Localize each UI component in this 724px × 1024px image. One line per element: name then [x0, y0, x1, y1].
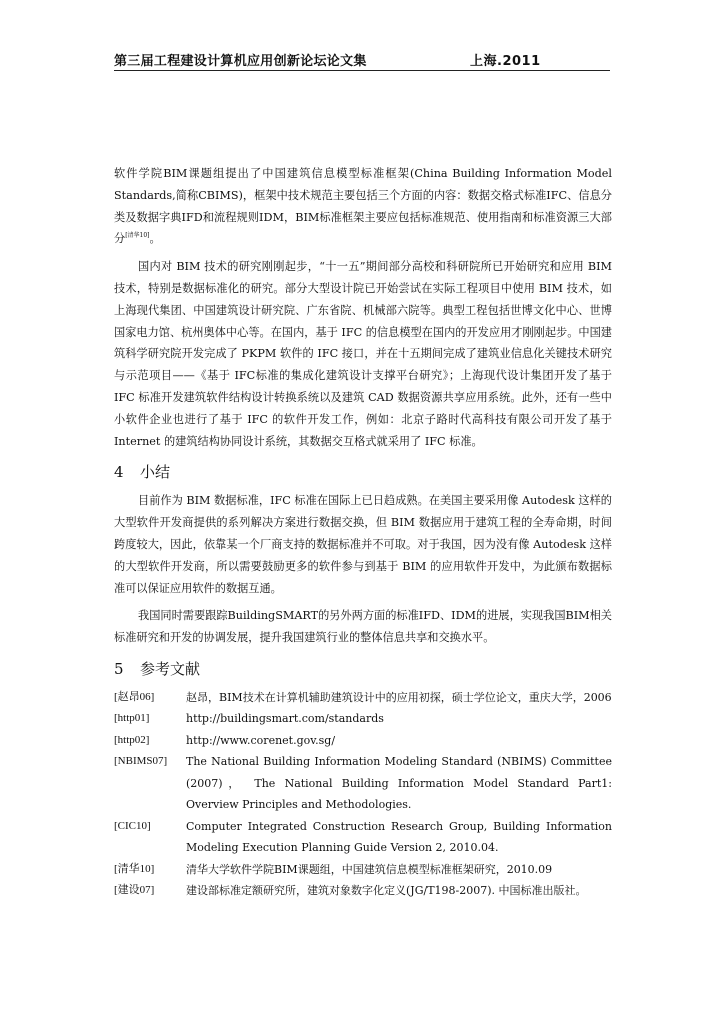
section-title: 小结 — [140, 463, 171, 482]
reference-key: [http01] — [114, 712, 150, 725]
reference-item — [114, 816, 612, 859]
reference-text: Computer Integrated Construction Research Group, Building Information Modeling Execution Planning Guide Version 2, 2010.04. — [186, 819, 612, 855]
header-rule — [114, 70, 610, 71]
reference-key: [赵昂06] — [114, 690, 155, 703]
reference-list — [114, 687, 612, 902]
reference-item — [114, 751, 612, 816]
reference-key: [NBIMS07] — [114, 755, 168, 768]
running-header — [114, 50, 610, 72]
reference-link[interactable]: http://www.corenet.gov.sg/ — [186, 733, 336, 747]
paragraph-domestic-research: 国内对 BIM 技术的研究刚刚起步，“十一五”期间部分高校和科研院所已开始研究和应用 BIM 技术，特别是数据标准化的研究。部分大型设计院已开始尝试在实际工程项目中使用 BIM 技术，如上海现代集团、中国建筑设计研究院、广东省院、机械部六院等。典型工程包括世博文化中心、世博国家电力馆、杭州奥体中心等。在国内，基于 IFC 的信息模型在国内的开发应用才刚刚起步。中国建筑科学研究院开发完成了 PKPM 软件的 IFC 接口，并在十五期间完成了建筑业信息化关键技术研究与示范项目——《基于 IFC标准的集成化建筑设计支撑平台研究》；上海现代设计集团开发了基于 IFC 标准开发建筑软件结构设计转换系统以及建筑 CAD 数据资源共享应用系统。此外，还有一些中小软件企业也进行了基于 IFC 的软件开发工作，例如：北京子路时代高科技有限公司开发了基于 Internet 的建筑结构协同设计系统，其数据交互格式就采用了 IFC 标准。 — [114, 260, 612, 448]
section-heading-references — [114, 657, 612, 681]
reference-text: 赵昂，BIM技术在计算机辅助建筑设计中的应用初探，硕士学位论文，重庆大学，2006 — [186, 690, 612, 704]
reference-key: [http02] — [114, 733, 150, 746]
citation-qinghua10[interactable]: [清华10] — [125, 232, 150, 240]
reference-item — [114, 730, 612, 752]
header-location-year: 上海.2011 — [470, 54, 541, 69]
reference-item — [114, 859, 612, 881]
section-number: 5 — [114, 659, 124, 678]
body-text — [114, 163, 612, 902]
reference-link[interactable]: http://buildingsmart.com/standards — [186, 712, 384, 726]
section-number: 4 — [114, 463, 124, 482]
paragraph-summary: 目前作为 BIM 数据标准，IFC 标准在国际上已日趋成熟。在美国主要采用像 Autodesk 这样的大型软件开发商提供的系列解决方案进行数据交换，但 BIM 数据应用于建筑工程的全寿命期，时间跨度较大，因此，依靠某一个厂商支持的数据标准并不可取。对于我国，因为没有像 Autodesk 这样的大型软件开发商，所以需要鼓励更多的软件参与到基于 BIM 的应用软件开发中，为此颁布数据标准可以保证应用软件的数据互通。 — [114, 494, 612, 595]
reference-text: The National Building Information Modeling Standard (NBIMS) Committee (2007)， The National Building Information Model Standard Part1: Overview Principles and Methodologies. — [186, 755, 612, 812]
paragraph-buildingsmart: 我国同时需要跟踪BuildingSMART的另外两方面的标准IFD、IDM的进展，实现我国BIM相关标准研究和开发的协调发展，提升我国建筑行业的整体信息共享和交换水平。 — [114, 609, 612, 645]
reference-item — [114, 880, 612, 902]
reference-key: [建设07] — [114, 884, 155, 897]
section-title: 参考文献 — [140, 659, 201, 678]
paragraph-cbims: 软件学院BIM课题组提出了中国建筑信息模型标准框架(China Building Information Model Standards,简称CBIMS)，框架中技术规范主要包括三个方面的内容：数据交格式标准IFC、信息分类及数据字典IFD和流程规则IDM，BIM标准框架主要应包括标准规范、使用指南和标准资源三大部分[清华10]。 — [114, 167, 612, 246]
reference-key: [清华10] — [114, 862, 155, 875]
reference-key: [CIC10] — [114, 819, 151, 832]
section-heading-summary — [114, 460, 612, 484]
reference-text: 建设部标准定额研究所，建筑对象数字化定义(JG/T198-2007). 中国标准出版社。 — [186, 884, 587, 898]
reference-item — [114, 708, 612, 730]
header-title: 第三届工程建设计算机应用创新论坛论文集 — [114, 54, 367, 69]
reference-item — [114, 687, 612, 709]
reference-text: 清华大学软件学院BIM课题组，中国建筑信息模型标准框架研究，2010.09 — [186, 862, 553, 876]
